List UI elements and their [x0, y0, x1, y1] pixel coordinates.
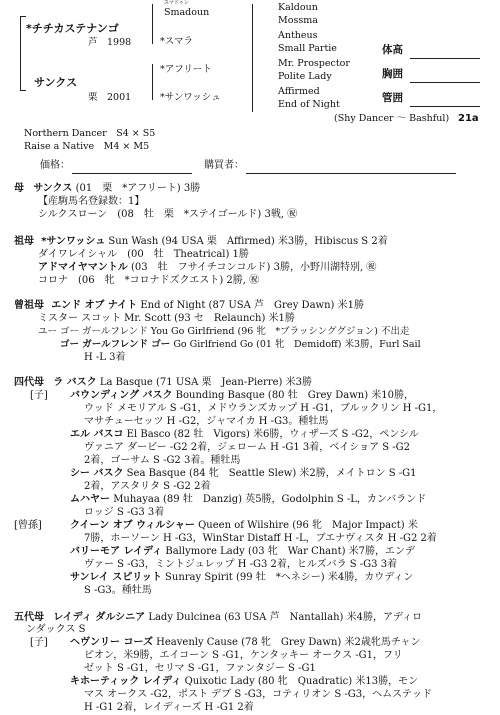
entry-text: マサチューセッツ H -G2，ジャマイカ H -G3。種牡馬: [84, 416, 329, 427]
entry-line: [84, 702, 254, 715]
entry-line: [84, 533, 437, 546]
g3-8: End of Night: [278, 99, 340, 110]
gg-dam-grandfoal-name: ゴー ガールフレンド ゴー: [60, 339, 171, 350]
dam-sire: *アフリート: [160, 64, 212, 75]
fifth-dam-label: 五代母: [14, 612, 44, 623]
dam-dam: *サンワッシュ: [160, 92, 221, 103]
inbreeding-1: Northern Dancer S4 × S5: [24, 128, 156, 139]
sire-dam: *スマラ: [160, 36, 194, 47]
grand-dam-foal-3: コロナ (06 牝 *コロナドズクエスト) 2勝,: [38, 275, 246, 286]
entry-name: サンレイ スピリット: [70, 572, 162, 583]
price-blank: [72, 173, 192, 174]
entry-text: ピオン，米9勝，エイコーン S -G1，ケンタッキー オークス -G1，フリ: [84, 650, 403, 661]
entry-name: バリーモア レイディ: [70, 546, 163, 557]
entry-line: [84, 403, 442, 416]
grand-dam-foal-2-name: アドマイヤマントル: [38, 262, 128, 273]
grand-dam-foal-1: ダイワレイシャル (00 牡 Theatrical) 1勝: [38, 249, 249, 260]
cannon-blank: [410, 106, 480, 107]
entry-line: [84, 689, 432, 702]
entry-name: シー バスク: [70, 468, 124, 479]
grand-dam-foal-2-mark: ㊗: [366, 262, 377, 273]
grand-dam-label: 祖母: [14, 236, 34, 247]
entry-name: バウンディング バスク: [70, 390, 173, 401]
entry-line: [70, 676, 418, 689]
entry-line: [70, 572, 413, 585]
gg-dam-info: End of Night (87 USA 芦 Grey Dawn) 米1勝: [140, 300, 364, 311]
sire-info: 芦 1998: [88, 37, 132, 48]
g3-1: Kaldoun: [278, 2, 318, 13]
entry-text: ゼット S -G1，セリマ S -G1，ファンタジー S -G1: [84, 663, 316, 674]
dam-section-info: (01 栗 *アフリート) 3勝: [75, 183, 201, 194]
grand-dam-foal-3-mark: ㊗: [249, 275, 260, 286]
gg-dam-grandfoal-info: Go Girlfriend Go (01 牝 Demidoff) 米3勝，Furl Sail: [173, 339, 421, 350]
entry-line: [84, 481, 210, 494]
g3-5: Mr. Prospector: [278, 58, 350, 69]
entry-line: [84, 507, 164, 520]
fifth-dam-info-line2: ンダックス S: [26, 624, 86, 635]
gg-dam-grandfoal-line2: H -L 3着: [84, 352, 126, 363]
entry-text: Heavenly Cause (78 牝 Grey Dawn) 米2歳牝馬チャン: [156, 637, 421, 648]
entry-text: H -G1 2着，レイディーズ H -G1 2着: [84, 702, 254, 713]
g3-3: Antheus: [278, 30, 318, 41]
family-number: 21a: [458, 113, 479, 124]
grand-dam-name: *サンワッシュ: [41, 236, 106, 247]
entry-text: ロッジ S -G3 3着: [84, 507, 165, 518]
entry-line: [70, 637, 421, 650]
buyer-label: 購買者：: [204, 160, 244, 171]
entry-line: [84, 663, 316, 676]
cannon-label: 管囲: [382, 92, 403, 104]
g3-4: Small Partie: [278, 43, 337, 54]
fourth-dam-name: ラ バスク: [53, 377, 97, 388]
entry-line: [70, 546, 415, 559]
entry-line: [70, 429, 419, 442]
chest-label: 胸囲: [382, 68, 403, 80]
entry-name: ヘヴンリー コーズ: [70, 637, 153, 648]
g3-7: Affirmed: [278, 86, 320, 97]
dam-foal-count: 【産駒馬名登録数：1】: [38, 196, 145, 207]
entry-line: [70, 390, 414, 403]
entry-text: Sea Basque (84 牝 Seattle Slew) 米2勝，メイトロン S -G1: [126, 468, 417, 479]
grand-dam-info: Sun Wash (94 USA 栗 Affirmed) 米3勝，Hibiscus S 2着: [108, 236, 388, 247]
fifth-dam-child-tag: [子]: [30, 637, 48, 648]
entry-text: El Basco (82 牡 Vigors) 米6勝，ウィザーズ S -G2，ペンシル: [126, 429, 419, 440]
grand-dam-foal-2-info: (03 牡 フサイチコンコルド) 3勝，小野川湖特別,: [131, 262, 364, 273]
fourth-dam-grand-tag: [曾孫]: [14, 520, 42, 531]
entry-text: Queen of Wilshire (96 牝 Major Impact) 米: [198, 520, 418, 531]
g3-6: Polite Lady: [278, 71, 332, 82]
buyer-blank: [246, 173, 456, 174]
entry-line: [84, 559, 397, 572]
entry-text: 2着，アスタリタ S -G2 2着: [84, 481, 211, 492]
chest-blank: [410, 82, 480, 83]
fourth-dam-label: 四代母: [14, 377, 44, 388]
dam-section-name: サンクス: [33, 183, 73, 194]
dam-info: 栗 2001: [88, 92, 132, 103]
entry-line: [70, 468, 417, 481]
price-label: 価格：: [40, 160, 70, 171]
entry-name: クイーン オブ ウィルシャー: [70, 520, 195, 531]
entry-line: [84, 442, 410, 455]
dam-foal-1-mark: ㊗: [287, 209, 298, 220]
dam-name: サンクス: [34, 76, 78, 89]
entry-name: エル バスコ: [70, 429, 124, 440]
dam-label: 母: [14, 183, 24, 194]
entry-line: [84, 585, 152, 598]
gg-dam-foal-2: ユー ゴー ガールフレンド You Go Girlfriend (96 牝 *ブラッシンググジョン) 不出走: [38, 326, 410, 337]
entry-text: ヴァー S -G3，ミントジュレップ H -G3 2着，ヒルズバラ S -G3 3着: [84, 559, 398, 570]
fifth-dam-info: Lady Dulcinea (63 USA 芦 Nantallah) 米4勝，アディロ: [148, 612, 423, 623]
gg-dam-label: 曾祖母: [14, 300, 44, 311]
gg-dam-name: エンド オブ ナイト: [51, 300, 138, 311]
g3-2: Mossma: [278, 15, 318, 26]
family-line: (Shy Dancer 〜 Bashful): [334, 113, 450, 124]
entry-line: [70, 520, 418, 533]
sire-sire: Smadoun: [164, 7, 210, 18]
entry-line: [84, 455, 240, 468]
inbreeding-2: Raise a Native M4 × M5: [24, 141, 150, 152]
sire-name: *チチカステナンゴ: [26, 22, 119, 35]
entry-name: キホーティック レイディ: [70, 676, 182, 687]
entry-text: ウッド メモリアル S -G1，メドウランズカップ H -G1，ブルックリン H -G1，: [84, 403, 443, 414]
height-blank: [410, 58, 480, 59]
gg-dam-foal-1: ミスター スコット Mr. Scott (93 セ Relaunch) 米1勝: [38, 313, 295, 324]
dam-foal-1: シルクスローン (08 牡 栗 *ステイゴールド) 3戦,: [38, 209, 284, 220]
entry-line: [84, 650, 403, 663]
entry-text: マス オークス -G2，ポスト デブ S -G3，コティリオン S -G3，ヘムステッド: [84, 689, 432, 700]
entry-text: Ballymore Lady (03 牝 War Chant) 米7勝，エンデ: [165, 546, 416, 557]
height-label: 体高: [382, 44, 403, 56]
entry-text: 7勝，ホーソーン H -G3，WinStar Distaff H -L，ブエナヴィスタ H -G2 2着: [84, 533, 437, 544]
entry-text: Bounding Basque (80 牡 Grey Dawn) 米10勝，: [175, 390, 415, 401]
entry-text: Quixotic Lady (80 牝 Quadratic) 米13勝，モン: [184, 676, 419, 687]
entry-name: ムハヤー: [70, 494, 110, 505]
entry-text: S -G3。種牡馬: [84, 585, 152, 596]
fifth-dam-name: レイディ ダルシニア: [53, 612, 146, 623]
entry-text: 2着，ゴーサム S -G2 3着。種牡馬: [84, 455, 241, 466]
entry-text: ヴァニア ダービー -G2 2着，ジェローム H -G1 3着，ベイショア S -G2: [84, 442, 411, 453]
fourth-dam-info: La Basque (71 USA 栗 Jean-Pierre) 米3勝: [99, 377, 312, 388]
entry-line: [70, 494, 426, 507]
entry-text: Muhayaa (89 牡 Danzig) 英5勝，Godolphin S -L，カンバランド: [113, 494, 427, 505]
entry-text: Sunray Spirit (99 牡 *ヘネシー) 米4勝，カウディン: [165, 572, 414, 583]
fourth-dam-child-tag: [子]: [30, 390, 48, 401]
entry-line: [84, 416, 328, 429]
sire-sire-ruby: スマドゥン: [164, 0, 189, 6]
